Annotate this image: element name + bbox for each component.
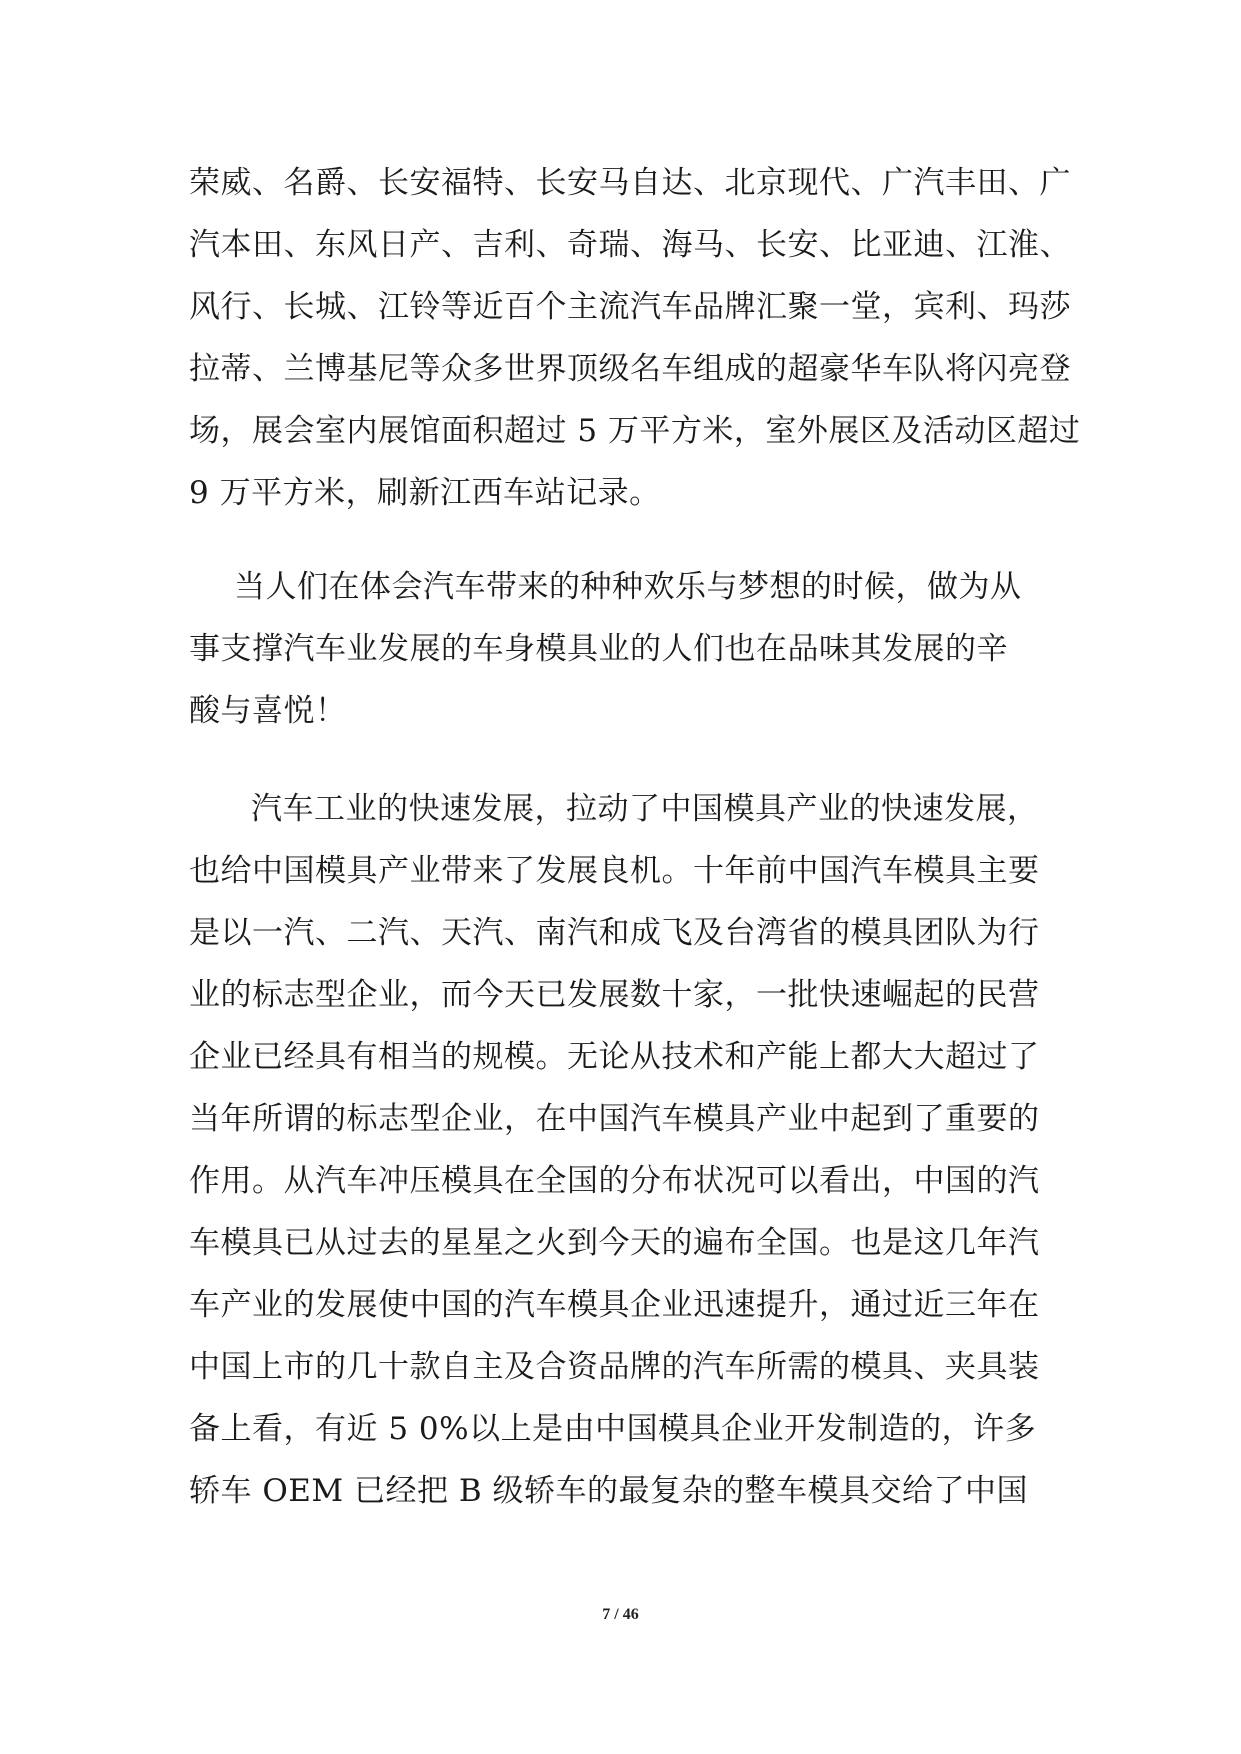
paragraph-spacer — [189, 742, 1059, 778]
text-line: 场，展会室内展馆面积超过 5 万平方米，室外展区及活动区超过 — [189, 413, 1081, 449]
text-line: 荣威、名爵、长安福特、长安马自达、北京现代、广汽丰田、广 — [189, 165, 1071, 201]
text-line: 汽车工业的快速发展，拉动了中国模具产业的快速发展， — [251, 791, 1039, 827]
text-line: 酸与喜悦！ — [189, 693, 347, 729]
text-line: 备上看，有近 5 0%以上是由中国模具企业开发制造的，许多 — [189, 1411, 1037, 1447]
text-line: 汽本田、东风日产、吉利、奇瑞、海马、长安、比亚迪、江淮、 — [189, 227, 1071, 263]
text-line: 企业已经具有相当的规模。无论从技术和产能上都大大超过了 — [189, 1039, 1040, 1075]
text-line: 也给中国模具产业带来了发展良机。十年前中国汽车模具主要 — [189, 853, 1040, 889]
paragraph-mold-industry — [189, 778, 1059, 1522]
text-line: 车模具已从过去的星星之火到今天的遍布全国。也是这几年汽 — [189, 1225, 1040, 1261]
text-line: 轿车 OEM 已经把 B 级轿车的最复杂的整车模具交给了中国 — [189, 1473, 1028, 1509]
text-line: 当年所谓的标志型企业，在中国汽车模具产业中起到了重要的 — [189, 1101, 1040, 1137]
text-line: 风行、长城、江铃等近百个主流汽车品牌汇聚一堂，宾利、玛莎 — [189, 289, 1071, 325]
text-line: 当人们在体会汽车带来的种种欢乐与梦想的时候，做为从 — [234, 569, 1022, 605]
page-number: 7 / 46 — [602, 1606, 639, 1623]
paragraph-spacer — [189, 524, 1059, 556]
document-body — [189, 152, 1081, 1522]
text-line: 车产业的发展使中国的汽车模具企业迅速提升，通过近三年在 — [189, 1287, 1040, 1323]
text-line: 9 万平方米，刷新江西车站记录。 — [189, 475, 661, 511]
text-line: 作用。从汽车冲压模具在全国的分布状况可以看出，中国的汽 — [189, 1163, 1040, 1199]
text-line: 事支撑汽车业发展的车身模具业的人们也在品味其发展的辛 — [189, 631, 1008, 667]
text-line: 中国上市的几十款自主及合资品牌的汽车所需的模具、夹具装 — [189, 1349, 1040, 1385]
paragraph-auto-brands — [189, 152, 1081, 524]
text-line: 是以一汽、二汽、天汽、南汽和成飞及台湾省的模具团队为行 — [189, 915, 1040, 951]
text-line: 业的标志型企业，而今天已发展数十家，一批快速崛起的民营 — [189, 977, 1040, 1013]
paragraph-industry-feelings — [189, 556, 1059, 742]
text-line: 拉蒂、兰博基尼等众多世界顶级名车组成的超豪华车队将闪亮登 — [189, 351, 1071, 387]
